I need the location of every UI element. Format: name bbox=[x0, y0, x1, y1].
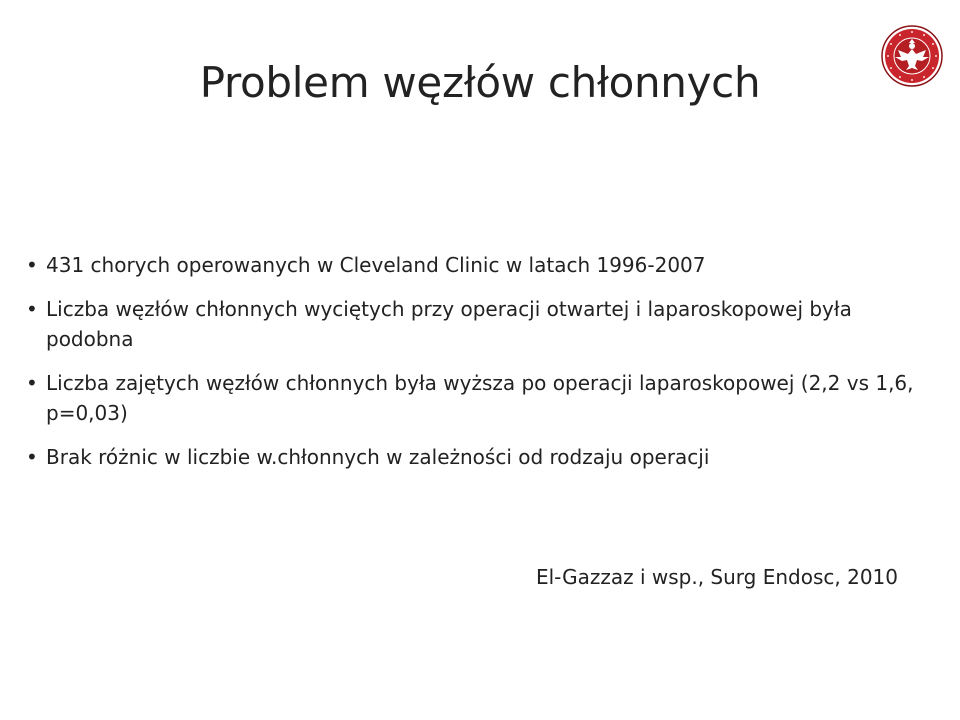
bullet-text: 431 chorych operowanych w Cleveland Clinic w latach 1996-2007 bbox=[46, 253, 706, 277]
bullet-item bbox=[26, 294, 916, 354]
bullet-item bbox=[26, 442, 916, 472]
bullet-list bbox=[26, 250, 916, 486]
bullet-item bbox=[26, 250, 916, 280]
bullet-dot-icon: • bbox=[26, 253, 38, 277]
bullet-dot-icon: • bbox=[26, 371, 38, 395]
bullet-item bbox=[26, 368, 916, 428]
bullet-dot-icon: • bbox=[26, 297, 38, 321]
citation-text: El-Gazzaz i wsp., Surg Endosc, 2010 bbox=[535, 565, 898, 589]
bullet-text: Liczba węzłów chłonnych wyciętych przy operacji otwartej i laparoskopowej była podobna bbox=[46, 297, 852, 351]
bullet-text: Liczba zajętych węzłów chłonnych była wyższa po operacji laparoskopowej (2,2 vs 1,6, p=0,03) bbox=[46, 371, 914, 425]
bullet-text: Brak różnic w liczbie w.chłonnych w zależności od rodzaju operacji bbox=[46, 445, 710, 469]
bullet-dot-icon: • bbox=[26, 445, 38, 469]
slide-title: Problem węzłów chłonnych bbox=[199, 58, 761, 107]
